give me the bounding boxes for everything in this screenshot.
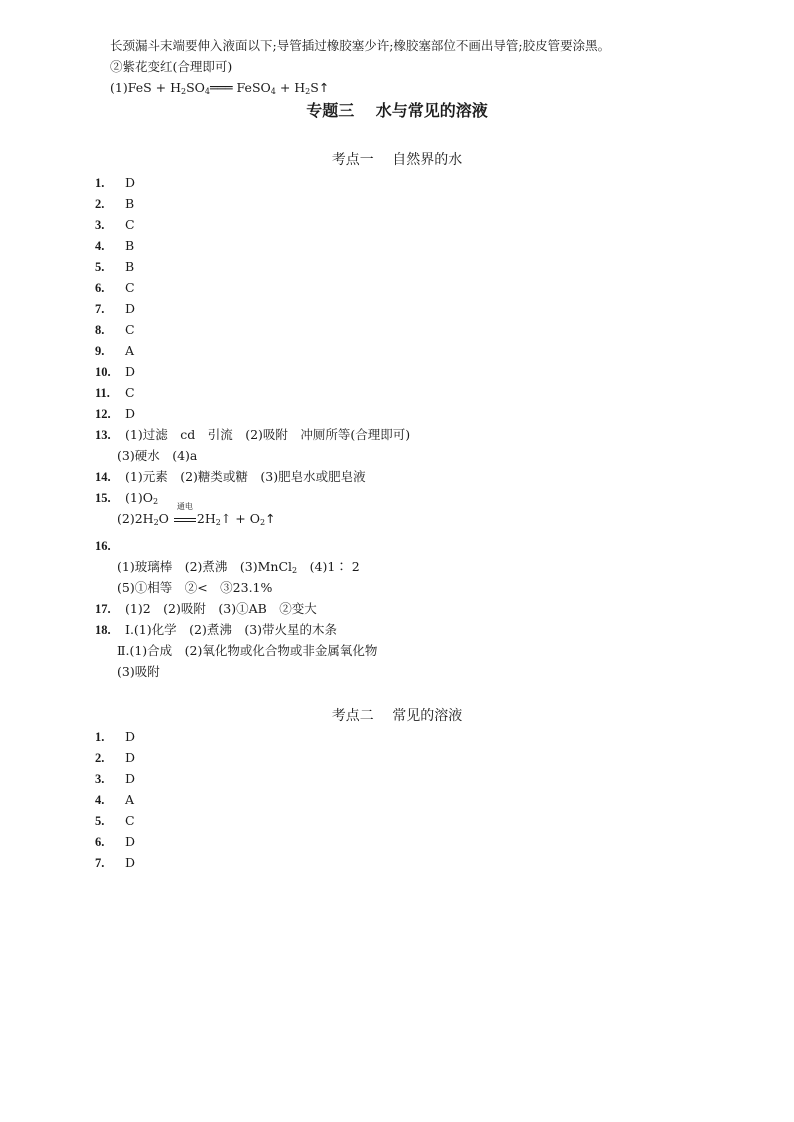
question-number: 3. <box>95 772 105 786</box>
question-number: 4. <box>95 793 105 807</box>
answer-text: D <box>125 771 136 786</box>
answer-row <box>95 301 135 317</box>
answer-text: (1)O <box>125 490 153 505</box>
question-number: 4. <box>95 239 105 253</box>
q16-line-1: (1)玻璃棒 (2)煮沸 (3)MnCl$_2$ (4)1∶ 2 <box>117 559 360 575</box>
answer-text: Ⅰ.(1)化学 (2)煮沸 (3)带火星的木条 <box>125 622 338 637</box>
top-line-2: ②紫花变红(合理即可) <box>110 59 233 74</box>
answer-row <box>95 322 135 338</box>
question-number: 9. <box>95 344 105 358</box>
answer-text: D <box>125 301 136 316</box>
answer-text: D <box>125 175 136 190</box>
answer-row <box>95 855 135 871</box>
question-number: 7. <box>95 856 105 870</box>
question-number: 16. <box>95 539 111 553</box>
question-number: 1. <box>95 176 105 190</box>
answer-row <box>95 364 135 380</box>
answer-text: D <box>125 364 136 379</box>
question-number: 5. <box>95 814 105 828</box>
section2-title: 考点二 常见的溶液 <box>331 708 463 724</box>
answer-row <box>95 175 135 191</box>
answer-row <box>95 750 135 766</box>
q13-continuation: (3)硬水 (4)a <box>117 448 198 463</box>
reaction-condition: 通电 <box>174 511 196 527</box>
answer-text: A <box>125 792 135 807</box>
answer-row <box>95 217 135 233</box>
answer-text: D <box>125 406 136 421</box>
answer-row <box>95 622 337 638</box>
question-number: 6. <box>95 835 105 849</box>
answer-row <box>95 538 125 554</box>
q16-line-2: (5)①相等 ②< ③23.1% <box>117 580 273 595</box>
top-equation: $(1)FeS + H_2SO_4═══$ FeSO$_4$ + $H_2S↑$ <box>110 80 330 96</box>
answer-row <box>95 729 135 745</box>
answer-text: C <box>125 385 135 400</box>
answer-row <box>95 385 135 401</box>
answer-row <box>95 343 134 359</box>
answer-row <box>95 406 135 422</box>
question-number: 14. <box>95 470 111 484</box>
q18-line-3: (3)吸附 <box>117 664 160 679</box>
answer-text: (1)元素 (2)糖类或糖 (3)肥皂水或肥皂液 <box>125 469 366 484</box>
question-number: 11. <box>95 386 110 400</box>
answer-row <box>95 490 158 506</box>
answer-text: C <box>125 217 135 232</box>
question-number: 17. <box>95 602 111 616</box>
answer-row <box>95 259 134 275</box>
answer-text: B <box>125 196 135 211</box>
section1-title: 考点一 自然界的水 <box>331 152 463 168</box>
answer-text: D <box>125 729 136 744</box>
question-number: 7. <box>95 302 105 316</box>
answer-row <box>95 792 134 808</box>
question-number: 5. <box>95 260 105 274</box>
answer-row <box>95 196 134 212</box>
question-number: 18. <box>95 623 111 637</box>
top-line-1: 长颈漏斗末端要伸入液面以下;导管插过橡胶塞少许;橡胶塞部位不画出导管;胶皮管要涂黑。 <box>110 38 611 53</box>
answer-text: A <box>125 343 135 358</box>
answer-text: C <box>125 813 135 828</box>
question-number: 8. <box>95 323 105 337</box>
answer-text: B <box>125 238 135 253</box>
o2-subscript: 2 <box>152 497 159 506</box>
answer-row <box>95 280 135 296</box>
question-number: 12. <box>95 407 111 421</box>
question-number: 13. <box>95 428 111 442</box>
q15-equation: $(2)2H_2O$ 通电 $2H_2↑$ + $O_2↑$ <box>117 502 276 527</box>
question-number: 1. <box>95 730 105 744</box>
answer-text: C <box>125 280 135 295</box>
answer-text: D <box>125 750 136 765</box>
answer-text: D <box>125 834 136 849</box>
answer-row <box>95 601 317 617</box>
answer-text: (1)过滤 cd 引流 (2)吸附 冲厕所等(合理即可) <box>125 427 411 442</box>
question-number: 10. <box>95 365 111 379</box>
q18-line-2: Ⅱ.(1)合成 (2)氧化物或化合物或非金属氧化物 <box>117 643 378 658</box>
question-number: 2. <box>95 751 105 765</box>
answer-row <box>95 238 134 254</box>
question-number: 6. <box>95 281 105 295</box>
topic-title: 专题三 水与常见的溶液 <box>306 101 488 120</box>
answer-row <box>95 834 135 850</box>
answer-row <box>95 771 135 787</box>
answer-text: B <box>125 259 135 274</box>
question-number: 2. <box>95 197 105 211</box>
answer-text: C <box>125 322 135 337</box>
question-number: 3. <box>95 218 105 232</box>
answer-row <box>95 427 410 443</box>
answer-text: (1)2 (2)吸附 (3)①AB ②变大 <box>125 601 317 616</box>
answer-text: D <box>125 855 136 870</box>
answer-row <box>95 469 366 485</box>
answer-row <box>95 813 135 829</box>
question-number: 15. <box>95 491 111 505</box>
